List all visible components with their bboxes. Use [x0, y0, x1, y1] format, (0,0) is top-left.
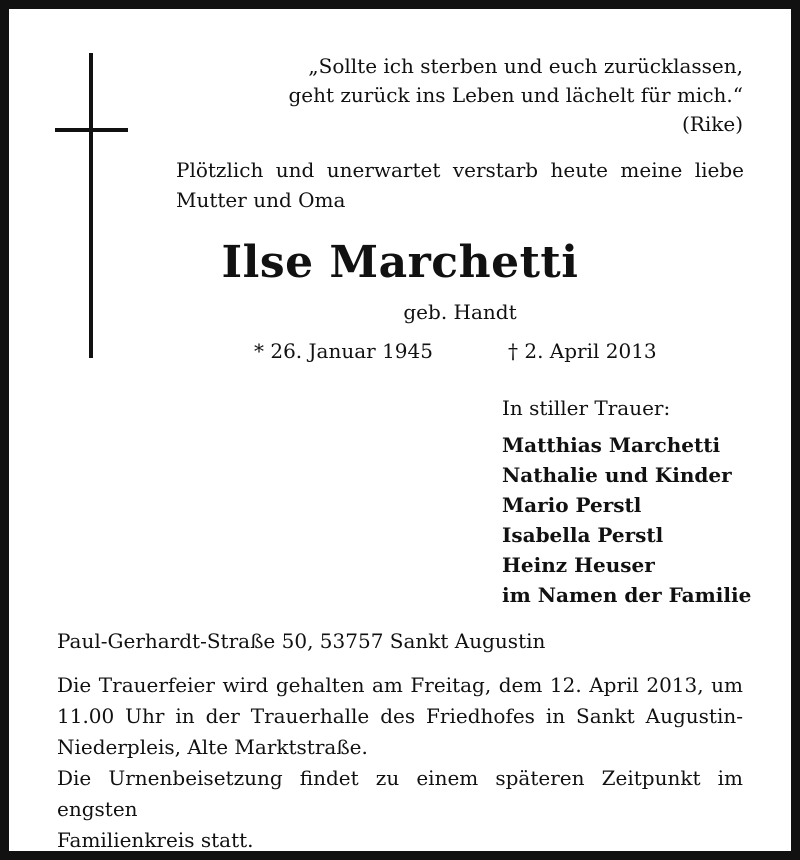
announcement-line-2: Mutter und Oma	[176, 188, 346, 212]
family-address: Paul-Gerhardt-Straße 50, 53757 Sankt Augustin	[57, 629, 546, 653]
birth-date: * 26. Januar 1945	[254, 339, 433, 363]
ceremony-line-4: Die Urnenbeisetzung findet zu einem späteren Zeitpunkt im engsten	[57, 766, 743, 821]
ceremony-line-5: Familienkreis statt.	[57, 828, 254, 852]
cross-vertical-bar	[89, 53, 93, 358]
quote-line-2: geht zurück ins Leben und lächelt für mich.“	[288, 83, 743, 107]
quote-author: (Rike)	[681, 112, 743, 136]
epigraph-quote	[288, 52, 743, 139]
cross-horizontal-bar	[55, 128, 128, 132]
ceremony-line-3: Niederpleis, Alte Marktstraße.	[57, 735, 368, 759]
announcement-line-1: Plötzlich und unerwartet verstarb heute meine liebe	[176, 158, 744, 182]
maiden-name: geb. Handt	[403, 300, 517, 324]
mourner-name: Mario Perstl	[502, 493, 642, 517]
ceremony-details	[57, 670, 743, 856]
mourner-name: Matthias Marchetti	[502, 433, 721, 457]
death-date: † 2. April 2013	[508, 339, 657, 363]
mourner-name: Isabella Perstl	[502, 523, 664, 547]
deceased-name: Ilse Marchetti	[221, 237, 579, 288]
mourning-intro: In stiller Trauer:	[502, 396, 671, 420]
ceremony-line-1: Die Trauerfeier wird gehalten am Freitag, dem 12. April 2013, um	[57, 673, 743, 697]
mourner-name: im Namen der Familie	[502, 583, 752, 607]
mourner-name: Nathalie und Kinder	[502, 463, 732, 487]
death-announcement	[176, 155, 744, 215]
mourners-list	[502, 430, 751, 610]
ceremony-line-2: 11.00 Uhr in der Trauerhalle des Friedhofes in Sankt Augustin-	[57, 704, 743, 728]
mourner-name: Heinz Heuser	[502, 553, 655, 577]
quote-line-1: „Sollte ich sterben und euch zurücklassen,	[308, 54, 743, 78]
